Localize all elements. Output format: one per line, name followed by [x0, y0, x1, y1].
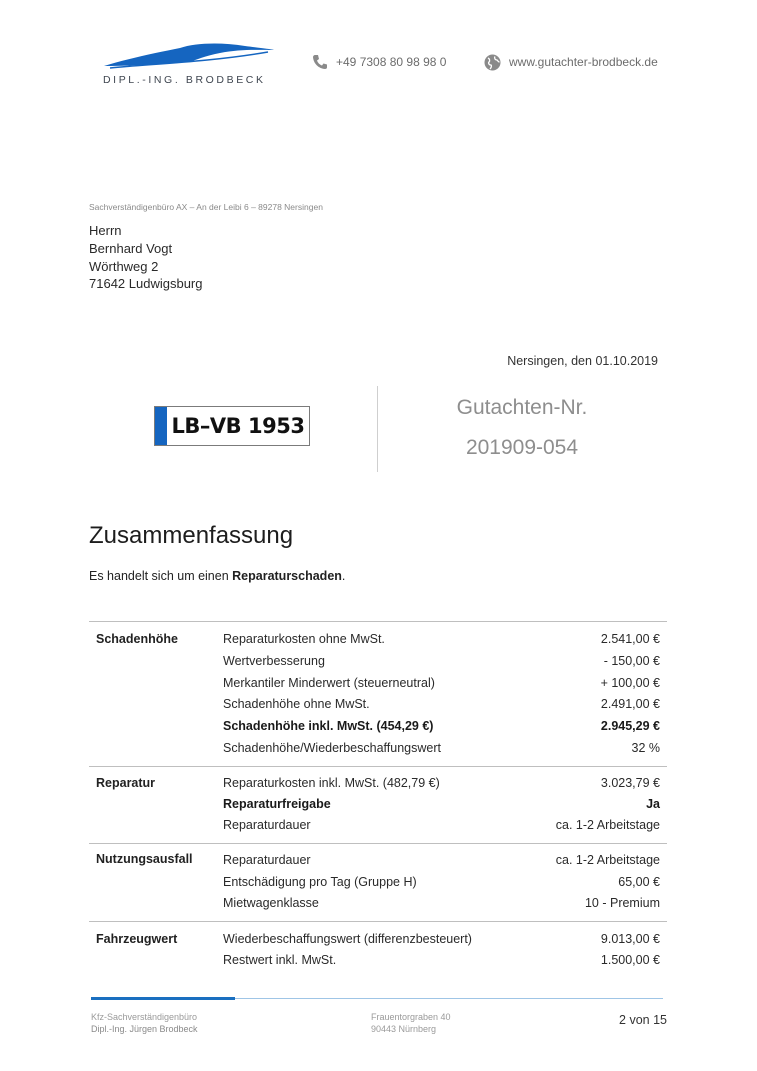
footer-address: [371, 1011, 451, 1035]
row-value: + 100,00 €: [600, 676, 660, 690]
row-value: 2.541,00 €: [600, 632, 660, 646]
row-value: ca. 1-2 Arbeitstage: [555, 853, 660, 867]
row-value: - 150,00 €: [603, 654, 660, 668]
recipient-salutation: Herrn: [89, 223, 122, 238]
letter-date: Nersingen, den 01.10.2019: [507, 354, 658, 368]
summary-intro: [89, 569, 345, 583]
row-label: Merkantiler Minderwert (steuerneutral): [223, 676, 435, 690]
row-value: 1.500,00 €: [600, 953, 660, 967]
row-value: ca. 1-2 Arbeitstage: [555, 818, 660, 832]
row-value: 2.491,00 €: [600, 697, 660, 711]
section-label-nutzungsausfall: Nutzungsausfall: [96, 852, 193, 866]
row-value-total: 2.945,29 €: [600, 719, 660, 733]
row-label: Mietwagenklasse: [223, 896, 319, 910]
row-label-total: Schadenhöhe inkl. MwSt. (454,29 €): [223, 719, 434, 733]
row-label: Reparaturkosten inkl. MwSt. (482,79 €): [223, 776, 440, 790]
page-title: Zusammenfassung: [89, 522, 294, 549]
row-value: 10 - Premium: [584, 896, 660, 910]
row-label: Reparaturkosten ohne MwSt.: [223, 632, 385, 646]
damage-type: Reparaturschaden: [232, 569, 342, 583]
section-label-fahrzeugwert: Fahrzeugwert: [96, 932, 178, 946]
row-value: 32 %: [631, 741, 660, 755]
recipient-city: 71642 Ludwigsburg: [89, 276, 203, 291]
phone-icon: [312, 54, 328, 70]
row-label: Reparaturdauer: [223, 853, 311, 867]
row-value: 9.013,00 €: [600, 932, 660, 946]
intro-suffix: .: [341, 569, 346, 583]
section-rule: [89, 921, 667, 922]
footer-company-line1: Kfz-Sachverständigenbüro: [91, 1012, 198, 1022]
phone-number: +49 7308 80 98 98 0: [336, 55, 447, 69]
row-value-approval: Ja: [646, 797, 660, 811]
recipient-name: Bernhard Vogt: [89, 241, 173, 256]
website-url: www.gutachter-brodbeck.de: [509, 55, 658, 69]
row-label: Schadenhöhe/Wiederbeschaffungswert: [223, 741, 441, 755]
sender-line: Sachverständigenbüro AX – An der Leibi 6 – 89278 Nersingen: [89, 202, 323, 212]
intro-text: Es handelt sich um einen: [89, 569, 233, 583]
row-label: Wertverbesserung: [223, 654, 325, 668]
report-number: 201909-054: [465, 436, 579, 459]
footer-company: [91, 1011, 198, 1035]
row-value: 65,00 €: [618, 875, 660, 889]
divider: [377, 386, 378, 472]
section-label-reparatur: Reparatur: [96, 776, 156, 790]
header-website[interactable]: [484, 52, 658, 72]
license-plate: [154, 406, 310, 446]
footer-street: Frauentorgraben 40: [371, 1012, 451, 1022]
row-label: Entschädigung pro Tag (Gruppe H): [223, 875, 417, 889]
row-label: Reparaturdauer: [223, 818, 311, 832]
logo-text: DIPL.-ING. BRODBECK: [103, 74, 266, 86]
eu-band: [155, 407, 167, 445]
row-label: Schadenhöhe ohne MwSt.: [223, 697, 370, 711]
report-number-label: Gutachten-Nr.: [456, 396, 588, 419]
car-logo-icon: [100, 38, 280, 78]
row-value: 3.023,79 €: [600, 776, 660, 790]
row-label-approval: Reparaturfreigabe: [223, 797, 331, 811]
page-number: 2 von 15: [619, 1013, 667, 1027]
section-rule: [89, 621, 667, 622]
recipient-street: Wörthweg 2: [89, 259, 159, 274]
section-rule: [89, 843, 667, 844]
footer-company-line2: Dipl.-Ing. Jürgen Brodbeck: [91, 1024, 198, 1034]
section-label-schadenhoehe: Schadenhöhe: [96, 632, 178, 646]
license-plate-text: LB–VB 1953: [171, 414, 305, 438]
row-label: Restwert inkl. MwSt.: [223, 953, 337, 967]
footer-city: 90443 Nürnberg: [371, 1024, 437, 1034]
header-phone[interactable]: [312, 52, 446, 72]
row-label: Wiederbeschaffungswert (differenzbesteuert): [223, 932, 472, 946]
footer-accent: [91, 997, 235, 1000]
globe-icon: [484, 54, 501, 71]
section-rule: [89, 766, 667, 767]
